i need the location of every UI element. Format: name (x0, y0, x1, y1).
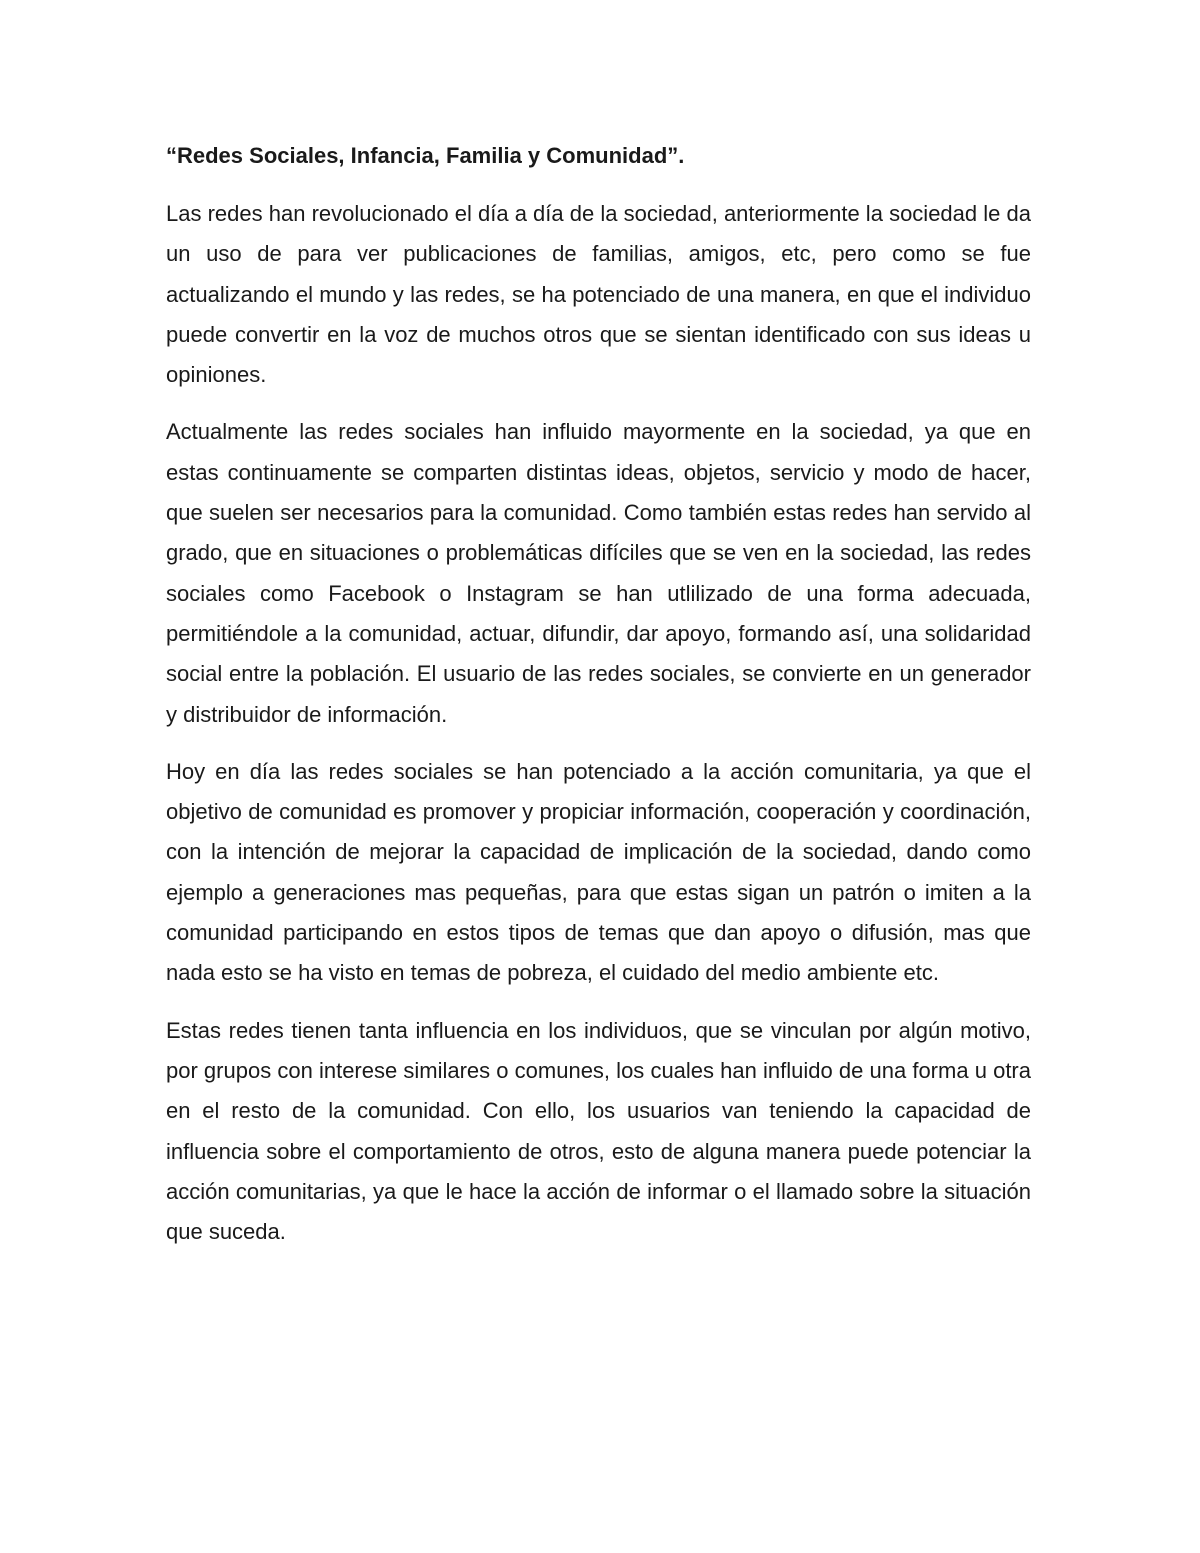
document-title: “Redes Sociales, Infancia, Familia y Comunidad”. (166, 143, 685, 168)
document-body (166, 138, 1031, 1269)
paragraph-1: Las redes han revolucionado el día a día de la sociedad, anteriormente la sociedad le da un uso de para ver publicaciones de familias, amigos, etc, pero como se fue actualizando el mundo y las redes, se ha potenciado de una manera, en que el individuo puede convertir en la voz de muchos otros que se sientan identificado con sus ideas u opiniones. (166, 201, 1031, 388)
paragraph-3: Hoy en día las redes sociales se han potenciado a la acción comunitaria, ya que el objetivo de comunidad es promover y propiciar información, cooperación y coordinación, con la intención de mejorar la capacidad de implicación de la sociedad, dando como ejemplo a generaciones mas pequeñas, para que estas sigan un patrón o imiten a la comunidad participando en estos tipos de temas que dan apoyo o difusión, mas que nada esto se ha visto en temas de pobreza, el cuidado del medio ambiente etc. (166, 758, 1031, 986)
paragraph-4: Estas redes tienen tanta influencia en los individuos, que se vinculan por algún motivo, por grupos con interese similares o comunes, los cuales han influido de una forma u otra en el resto de la comunidad. Con ello, los usuarios van teniendo la capacidad de influencia sobre el comportamiento de otros, esto de alguna manera puede potenciar la acción comunitarias, ya que le hace la acción de informar o el llamado sobre la situación que suceda. (166, 1017, 1031, 1245)
paragraph-2: Actualmente las redes sociales han influido mayormente en la sociedad, ya que en estas continuamente se comparten distintas ideas, objetos, servicio y modo de hacer, que suelen ser necesarios para la comunidad. Como también estas redes han servido al grado, que en situaciones o problemáticas difíciles que se ven en la sociedad, las redes sociales como Facebook o Instagram se han utlilizado de una forma adecuada, permitiéndole a la comunidad, actuar, difundir, dar apoyo, formando así, una solidaridad social entre la población. El usuario de las redes sociales, se convierte en un generador y distribuidor de información. (166, 419, 1031, 727)
